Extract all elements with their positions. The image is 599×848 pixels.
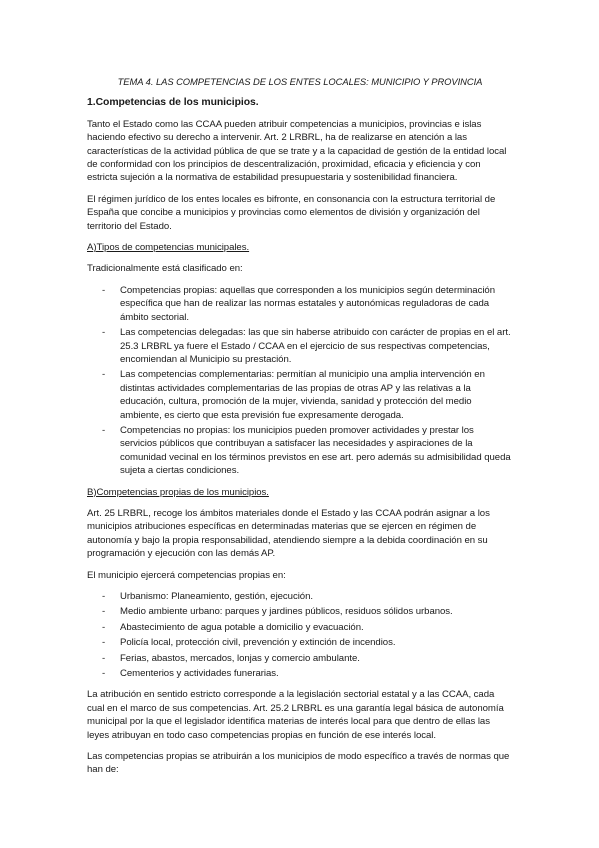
list-item — [87, 368, 513, 422]
list-dash: - — [102, 284, 106, 296]
subheading-propias: B)Competencias propias de los municipios. — [87, 486, 269, 498]
paragraph-art25: Art. 25 LRBRL, recoge los ámbitos materiales donde el Estado y las CCAA podrán asignar a los municipios atribuciones específicas en determinadas materias que se ejercen en régimen de autonomía y bajo la propia responsabilidad, atendiendo siempre a la debida coordinación en su programación y ejecución con las demás AP. — [87, 507, 490, 560]
list-tipos-competencias — [87, 284, 513, 478]
paragraph-bifronte: El régimen jurídico de los entes locales es bifronte, en consonancia con la estructura territorial de España que concibe a municipios y provincias como elementos de división y organización del territorio del Estado. — [87, 193, 496, 232]
list-item-text: Policía local, protección civil, prevención y extinción de incendios. — [120, 637, 396, 649]
list-item — [87, 590, 513, 603]
list-item — [87, 284, 513, 324]
list-item-text: Las competencias delegadas: las que sin haberse atribuido con carácter de propias en el art. 25.3 LRBRL ya fuere el Estado / CCAA en el ejercicio de sus respectivas competencias, encomiendan al Municipio su prestación. — [120, 327, 511, 365]
list-dash: - — [102, 606, 106, 618]
list-item — [87, 326, 513, 366]
paragraph-atribucion: La atribución en sentido estricto corresponde a la legislación sectorial estatal y a las CCAA, cada cual en el marco de sus competencias. Art. 25.2 LRBRL es una garantía legal básica de autonomía municipal por la que el legislador identifica materias de interés local para que dentro de ellas las leyes atribuyan en todo caso competencias propias en función de ese interés local. — [87, 689, 504, 741]
list-item — [87, 652, 513, 665]
list-item-text: Competencias no propias: los municipios pueden promover actividades y prestar los servicios públicos que contribuyan a satisfacer las necesidades y aspiraciones de la comunidad vecinal en los términos previstos en ese art. pero además su admisibilidad queda sujeta a ciertas condiciones. — [120, 424, 511, 477]
paragraph-clasificacion: Tradicionalmente está clasificado en: — [87, 263, 243, 275]
list-dash: - — [102, 327, 106, 339]
list-item — [87, 605, 513, 618]
list-item-text: Cementerios y actividades funerarias. — [120, 668, 279, 680]
section-heading: 1.Competencias de los municipios. — [87, 97, 259, 109]
list-dash: - — [102, 369, 106, 381]
list-dash: - — [102, 424, 106, 436]
list-item — [87, 424, 513, 478]
list-item-text: Abastecimiento de agua potable a domicilio y evacuación. — [120, 621, 364, 633]
list-item-text: Ferias, abastos, mercados, lonjas y comercio ambulante. — [120, 652, 360, 664]
document-title: TEMA 4. LAS COMPETENCIAS DE LOS ENTES LOCALES: MUNICIPIO Y PROVINCIA — [117, 76, 483, 87]
paragraph-ejercera: El municipio ejercerá competencias propias en: — [87, 569, 286, 581]
subheading-tipos: A)Tipos de competencias municipales. — [87, 242, 250, 254]
list-dash: - — [102, 652, 106, 664]
list-item — [87, 636, 513, 649]
list-item — [87, 667, 513, 680]
list-item-text: Competencias propias: aquellas que corresponden a los municipios según determinación específica que han de realizar las normas estatales y autonómicas reguladoras de cada ámbito sectorial. — [120, 284, 495, 323]
list-item-text: Las competencias complementarias: permitían al municipio una amplia intervención en distintas actividades complementarias de las propias de otras AP y las relativas a la educación, cultura, promoción de la mujer, vivienda, sanidad y protección del medio ambiente, es cierto que esta previsión fue expresamente derogada. — [120, 369, 485, 421]
list-item-text: Medio ambiente urbano: parques y jardines públicos, residuos sólidos urbanos. — [120, 606, 453, 618]
list-item — [87, 621, 513, 634]
list-dash: - — [102, 637, 106, 649]
list-item-text: Urbanismo: Planeamiento, gestión, ejecución. — [120, 591, 313, 602]
list-dash: - — [102, 668, 106, 680]
list-competencias-propias — [87, 590, 513, 680]
list-dash: - — [102, 621, 106, 633]
paragraph-intro: Tanto el Estado como las CCAA pueden atribuir competencias a municipios, provincias e islas haciendo efectivo su derecho a intervenir. Art. 2 LRBRL, ha de realizarse en atención a las características de la actividad pública de que se trate y a la capacidad de gestión de la entidad local de conformidad con los principios de descentralización, proximidad, eficacia y eficiencia y con estricta sujeción a la normativa de estabilidad presupuestaria y sostenibilidad financiera. — [87, 118, 507, 184]
paragraph-normas: Las competencias propias se atribuirán a los municipios de modo específico a través de normas que han de: — [87, 751, 510, 776]
list-dash: - — [102, 591, 106, 602]
